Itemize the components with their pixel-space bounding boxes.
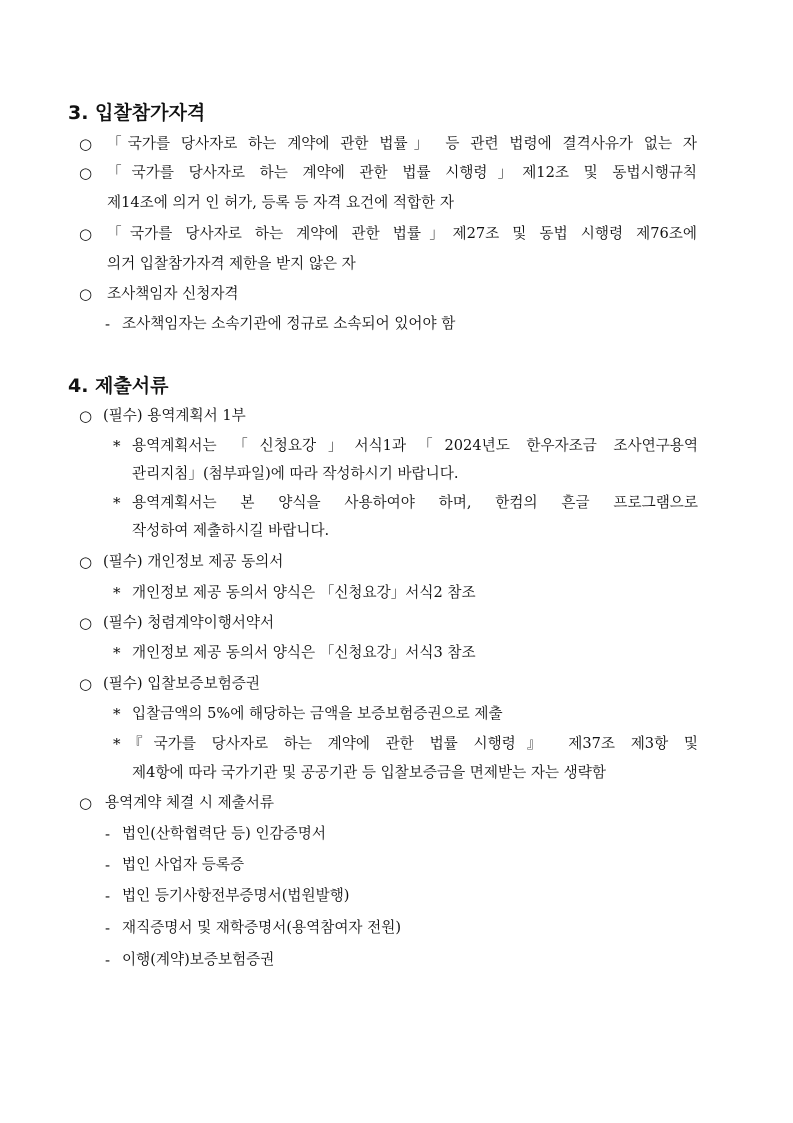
dash-marker: - <box>105 315 111 333</box>
research-plan-note-2-line-2: 작성하여 제출하시길 바랍니다. <box>132 522 330 539</box>
qualification-item-3-line-1: 「국가를 당사자로 하는 계약에 관한 법률」제27조 및 동법 시행령 제76조에 <box>107 225 697 242</box>
dash-marker: - <box>105 825 111 843</box>
qualification-item-2-line-1: 「국가를 당사자로 하는 계약에 관한 법률 시행령」제12조 및 동법시행규칙 <box>107 164 697 181</box>
qualification-item-2-line-2: 제14조에 의거 인 허가, 등록 등 자격 요건에 적합한 자 <box>107 194 454 211</box>
doc-contract-documents: 용역계약 체결 시 제출서류 <box>105 794 274 811</box>
bullet-circle: ○ <box>79 285 93 303</box>
contract-doc-item: 법인 등기사항전부증명서(법원발행) <box>122 887 350 904</box>
research-plan-note-2-line-1: 용역계획서는 본 양식을 사용하여야 하며, 한컴의 흔글 프로그램으로 <box>132 494 698 511</box>
bullet-circle: ○ <box>79 164 93 182</box>
contract-doc-item: 이행(계약)보증보험증권 <box>122 951 275 968</box>
dash-marker: - <box>105 919 111 937</box>
asterisk-marker: * <box>113 437 121 455</box>
researcher-requirement: 조사책임자는 소속기관에 정규로 소속되어 있어야 함 <box>122 315 456 332</box>
doc-research-plan: (필수) 용역계획서 1부 <box>103 407 246 424</box>
doc-bid-bond: (필수) 입찰보증보험증권 <box>103 675 261 692</box>
asterisk-marker: * <box>113 584 121 602</box>
bullet-circle: ○ <box>79 614 93 632</box>
integrity-pledge-note: 개인정보 제공 동의서 양식은 「신청요강」서식3 참조 <box>132 644 476 661</box>
privacy-consent-note: 개인정보 제공 동의서 양식은 「신청요강」서식2 참조 <box>132 584 476 601</box>
asterisk-marker: * <box>113 705 121 723</box>
bullet-circle: ○ <box>79 794 93 812</box>
research-plan-note-1-line-1: 용역계획서는 「신청요강」서식1과「2024년도 한우자조금 조사연구용역 <box>132 437 698 454</box>
dash-marker: - <box>105 951 111 969</box>
research-plan-note-1-line-2: 관리지침」(첨부파일)에 따라 작성하시기 바랍니다. <box>132 465 459 482</box>
asterisk-marker: * <box>113 735 121 753</box>
dash-marker: - <box>105 887 111 905</box>
contract-doc-item: 법인 사업자 등록증 <box>122 856 245 873</box>
section-3-title: 3. 입찰참가자격 <box>68 102 206 124</box>
doc-privacy-consent: (필수) 개인정보 제공 동의서 <box>103 553 284 570</box>
contract-doc-item: 법인(산학협력단 등) 인감증명서 <box>122 825 326 842</box>
bullet-circle: ○ <box>79 553 93 571</box>
bid-bond-note-2-line-1: 『국가를 당사자로 하는 계약에 관한 법률 시행령』 제37조 제3항 및 <box>128 735 698 752</box>
bid-bond-note-1: 입찰금액의 5%에 해당하는 금액을 보증보험증권으로 제출 <box>132 705 503 722</box>
bid-bond-note-2-line-2: 제4항에 따라 국가기관 및 공공기관 등 입찰보증금을 면제받는 자는 생략함 <box>132 764 606 781</box>
asterisk-marker: * <box>113 494 121 512</box>
bullet-circle: ○ <box>79 135 93 153</box>
qualification-item-1: 「국가를 당사자로 하는 계약에 관한 법률」 등 관련 법령에 결격사유가 없는 자 <box>107 135 697 152</box>
doc-integrity-pledge: (필수) 청렴계약이행서약서 <box>103 614 275 631</box>
bullet-circle: ○ <box>79 675 93 693</box>
bullet-circle: ○ <box>79 407 93 425</box>
section-4-title: 4. 제출서류 <box>68 375 169 397</box>
bullet-circle: ○ <box>79 225 93 243</box>
dash-marker: - <box>105 856 111 874</box>
asterisk-marker: * <box>113 644 121 662</box>
contract-doc-item: 재직증명서 및 재학증명서(용역참여자 전원) <box>122 919 402 936</box>
qualification-item-3-line-2: 의거 입찰참가자격 제한을 받지 않은 자 <box>107 255 356 272</box>
qualification-item-4: 조사책임자 신청자격 <box>107 285 239 302</box>
